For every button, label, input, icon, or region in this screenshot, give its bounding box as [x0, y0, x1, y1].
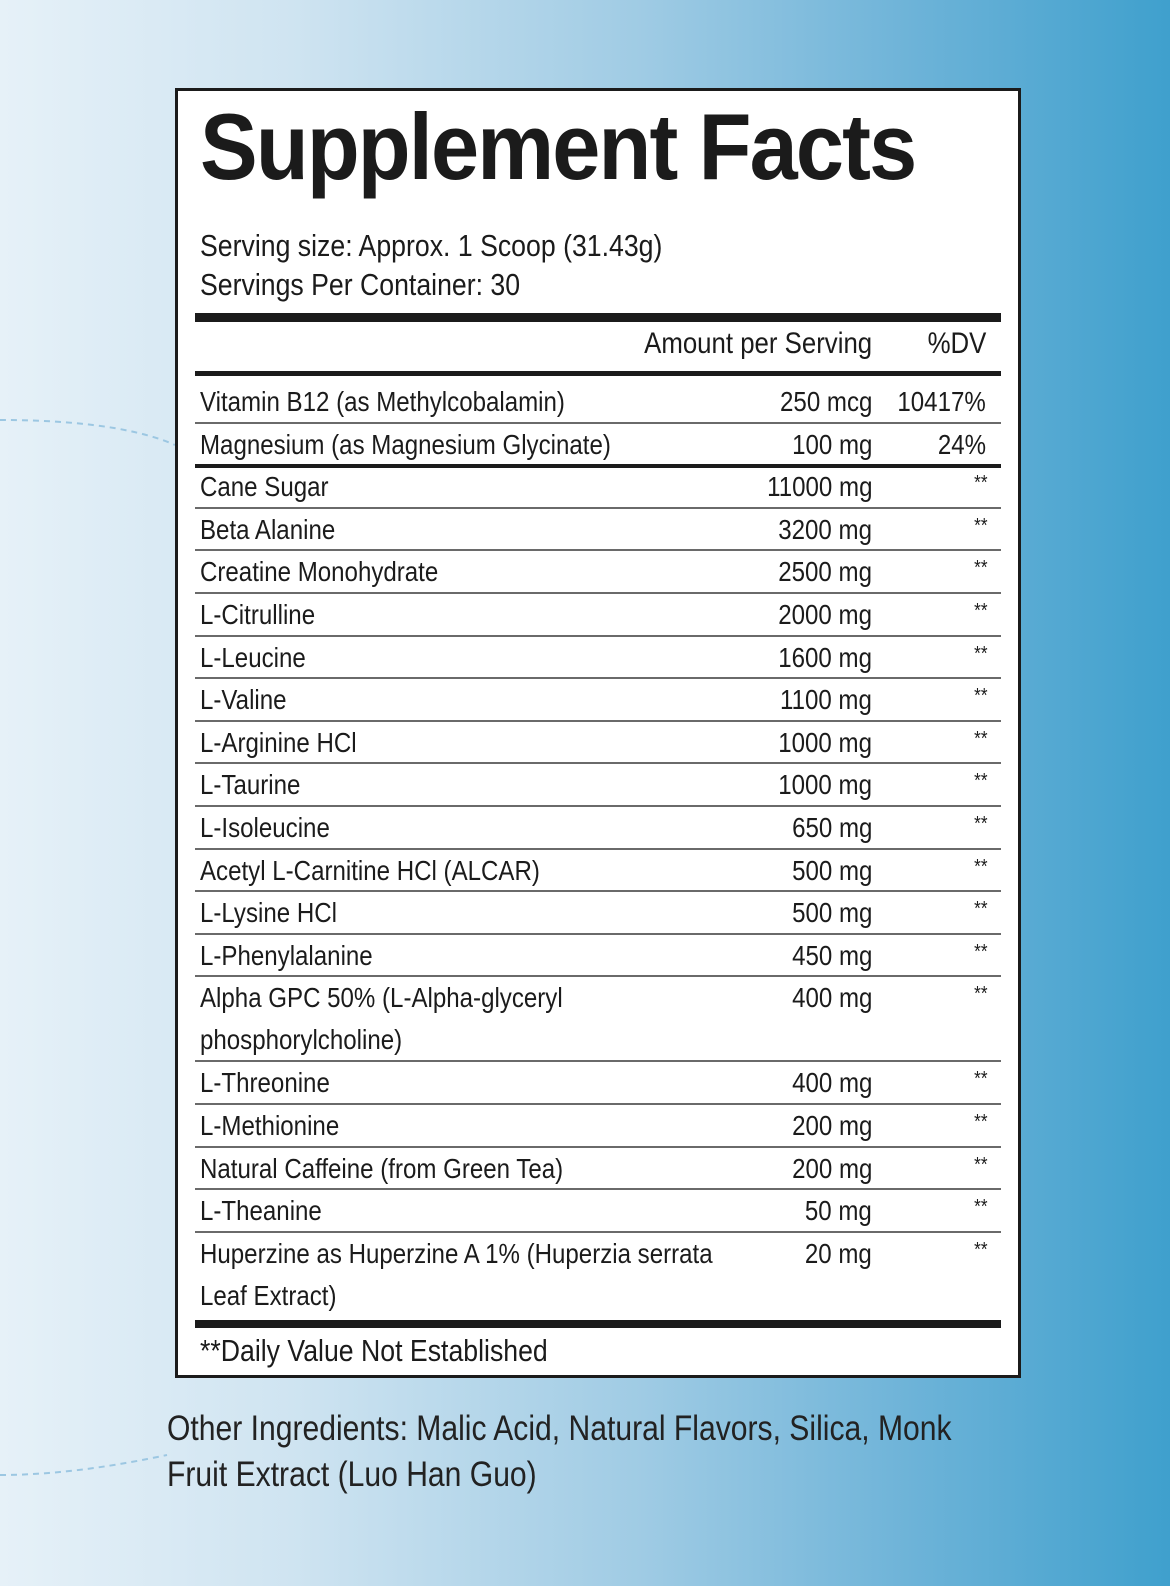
- ingredient-dv: **: [974, 557, 988, 580]
- other-ingredients-line: Other Ingredients: Malic Acid, Natural Flavors, Silica, Monk: [167, 1409, 952, 1448]
- ingredient-name: L-Lysine HCl: [200, 897, 337, 929]
- ingredient-name: Vitamin B12 (as Methylcobalamin): [200, 386, 565, 417]
- ingredient-name: L-Arginine HCl: [200, 726, 357, 758]
- ingredient-name: L-Leucine: [200, 641, 306, 673]
- ingredient-amount: 1000 mg: [778, 769, 872, 801]
- ingredient-amount: 650 mg: [791, 812, 872, 843]
- ingredient-name: Creatine Monohydrate: [200, 556, 439, 588]
- ingredient-amount: 1000 mg: [778, 726, 872, 758]
- ingredient-dv: **: [974, 685, 988, 708]
- ingredient-amount: 250 mcg: [779, 386, 872, 417]
- ingredient-dv: **: [974, 1111, 988, 1133]
- dv-header: %DV: [927, 327, 986, 360]
- ingredient-name: Beta Alanine: [200, 513, 336, 545]
- ingredient-amount: 200 mg: [791, 1152, 872, 1184]
- ingredient-amount: 100 mg: [791, 428, 872, 460]
- ingredient-amount: 2500 mg: [778, 556, 872, 588]
- row-divider: [195, 677, 1001, 679]
- other-ingredients-line: Fruit Extract (Luo Han Guo): [167, 1455, 537, 1494]
- header-divider: [195, 371, 1001, 376]
- ingredient-name: Cane Sugar: [200, 471, 329, 503]
- ingredient-dv: **: [974, 1068, 988, 1091]
- ingredient-name: L-Citrulline: [200, 599, 316, 630]
- ingredient-dv: **: [974, 1153, 988, 1176]
- ingredient-dv: **: [974, 855, 988, 878]
- ingredient-dv: 10417%: [897, 386, 986, 417]
- ingredient-amount: 3200 mg: [778, 513, 872, 545]
- ingredient-name: L-Valine: [200, 684, 287, 716]
- ingredient-dv: **: [974, 1238, 988, 1261]
- ingredient-dv: **: [974, 813, 988, 835]
- ingredient-dv: **: [974, 727, 988, 750]
- ingredient-name: L-Methionine: [200, 1110, 340, 1141]
- ingredient-name: Natural Caffeine (from Green Tea): [200, 1152, 564, 1184]
- row-divider: [195, 635, 1001, 637]
- ingredient-amount: 400 mg: [791, 982, 872, 1014]
- ingredient-amount: 500 mg: [791, 854, 872, 886]
- ingredient-dv: **: [974, 1196, 988, 1219]
- serving-size: Serving size: Approx. 1 Scoop (31.43g): [200, 228, 663, 263]
- ingredient-amount: 200 mg: [791, 1110, 872, 1141]
- ingredient-name: Magnesium (as Magnesium Glycinate): [200, 428, 611, 460]
- label-title: Supplement Facts: [200, 94, 916, 199]
- row-divider: [195, 592, 1001, 594]
- ingredient-name: L-Threonine: [200, 1067, 330, 1099]
- footnote: **Daily Value Not Established: [200, 1333, 548, 1368]
- ingredient-amount: 450 mg: [791, 939, 872, 971]
- ingredient-amount: 11000 mg: [766, 471, 872, 503]
- thick-divider-bottom: [195, 1320, 1001, 1328]
- supplement-facts-panel: [175, 88, 1021, 1378]
- ingredient-name-cont: phosphorylcholine): [200, 1024, 403, 1056]
- ingredient-dv: **: [974, 642, 988, 665]
- ingredient-name: Acetyl L-Carnitine HCl (ALCAR): [200, 854, 540, 886]
- ingredient-amount: 1100 mg: [780, 684, 872, 716]
- ingredient-name-cont: Leaf Extract): [200, 1279, 337, 1311]
- ingredient-name: L-Phenylalanine: [200, 939, 373, 971]
- ingredient-dv: 24%: [937, 428, 986, 460]
- ingredient-dv: **: [974, 983, 988, 1006]
- ingredient-amount: 2000 mg: [778, 599, 872, 630]
- ingredient-amount: 400 mg: [791, 1067, 872, 1099]
- amount-header: Amount per Serving: [643, 327, 872, 360]
- ingredient-name: L-Taurine: [200, 769, 301, 801]
- ingredient-dv: **: [974, 600, 988, 622]
- ingredient-name: L-Isoleucine: [200, 812, 330, 843]
- ingredient-dv: **: [974, 898, 988, 921]
- ingredient-amount: 20 mg: [805, 1237, 872, 1269]
- ingredient-name: Alpha GPC 50% (L-Alpha-glyceryl: [200, 982, 563, 1014]
- ingredient-name: L-Theanine: [200, 1195, 322, 1227]
- other-ingredients: [167, 1406, 952, 1498]
- ingredient-amount: 50 mg: [805, 1195, 872, 1227]
- ingredient-name: Huperzine as Huperzine A 1% (Huperzia serrata: [200, 1237, 713, 1269]
- ingredient-dv: **: [974, 472, 988, 495]
- ingredient-dv: **: [974, 940, 988, 963]
- ingredient-dv: **: [974, 770, 988, 793]
- ingredient-amount: 500 mg: [791, 897, 872, 929]
- row-divider: [195, 762, 1001, 764]
- servings-per-container: Servings Per Container: 30: [200, 267, 521, 302]
- ingredient-amount: 1600 mg: [778, 641, 872, 673]
- ingredient-dv: **: [974, 514, 988, 537]
- thick-divider: [195, 313, 1001, 322]
